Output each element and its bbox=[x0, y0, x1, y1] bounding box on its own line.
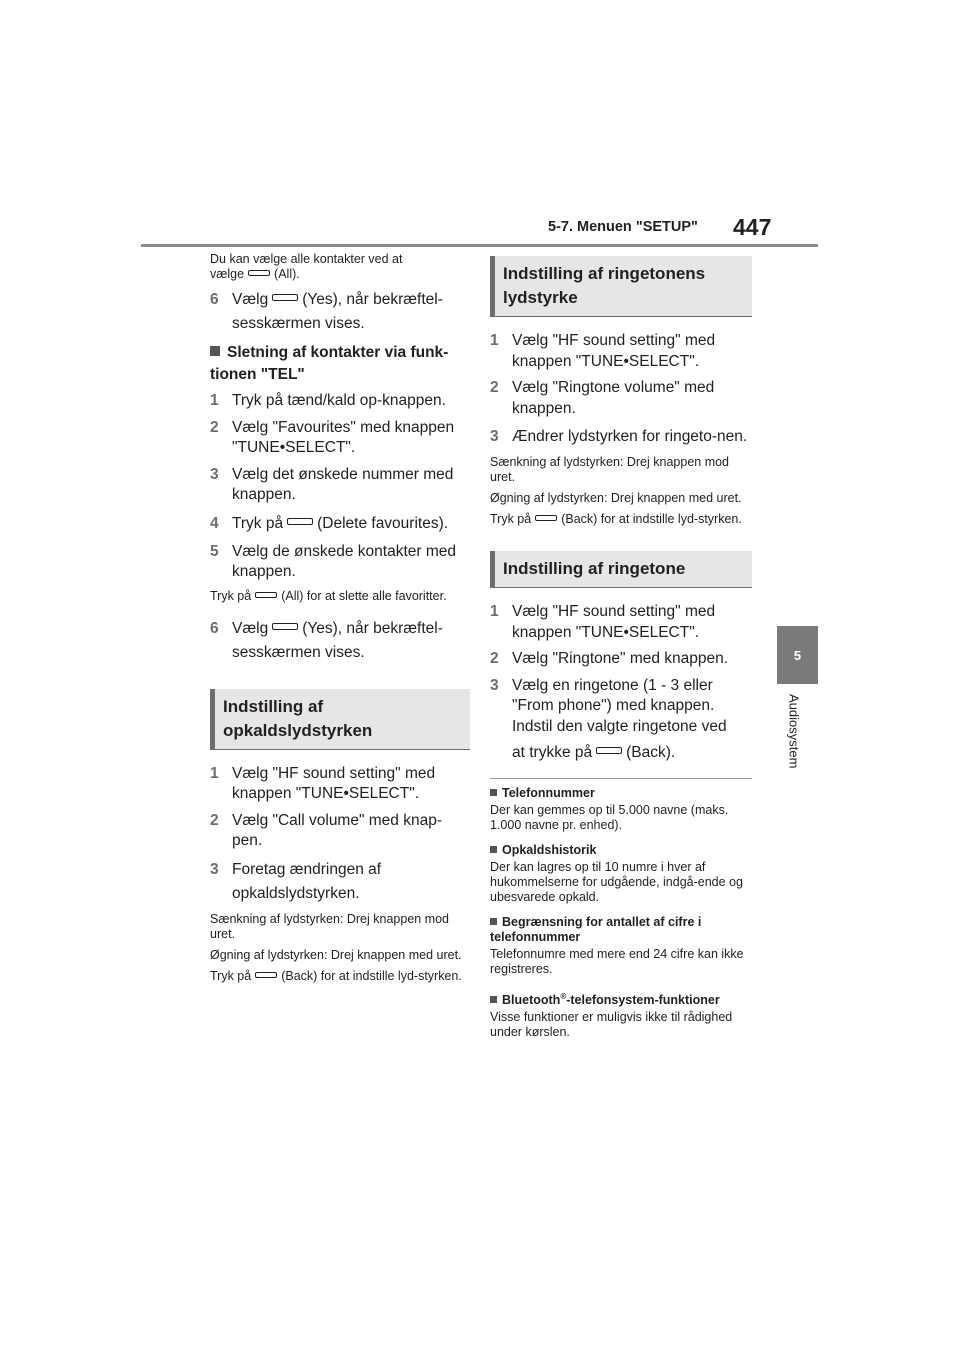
rt-step-1: 1 Vælg "HF sound setting" med knappen "TUNE•SELECT". bbox=[490, 603, 716, 641]
vol-step-1: 1 Vælg "HF sound setting" med knappen "TUNE•SELECT". bbox=[210, 764, 436, 802]
back-key-icon bbox=[596, 747, 622, 754]
note-title: Telefonnummer bbox=[490, 786, 752, 801]
note-body: Visse funktioner er muligvis ikke til rådighed under kørslen. bbox=[490, 1009, 733, 1039]
yes-key-icon bbox=[272, 294, 298, 301]
back-key-icon bbox=[535, 515, 557, 521]
rt-vol-step-1: 1 Vælg "HF sound setting" med knappen "TUNE•SELECT". bbox=[490, 332, 716, 370]
note-increase: Øgning af lydstyrken: Drej knappen med uret. bbox=[490, 491, 742, 505]
vol-step-3: 3 Foretag ændringen af opkaldslydstyrken. bbox=[210, 860, 382, 902]
note-back: Tryk på (Back) for at indstille lyd-styrken. bbox=[490, 512, 742, 526]
note-title: Opkaldshistorik bbox=[490, 843, 752, 858]
yes-key-icon bbox=[272, 623, 298, 630]
step-1: 1 Tryk på tænd/kald op-knappen. bbox=[210, 392, 446, 409]
left-column bbox=[210, 252, 470, 990]
note-delete-all: Tryk på (All) for at slette alle favoritter. bbox=[210, 588, 447, 603]
right-column bbox=[490, 252, 752, 1044]
rt-vol-step-3: 3 Ændrer lydstyrken for ringeto-nen. bbox=[490, 428, 748, 445]
subheading-delete-contacts: Sletning af kontakter via funk-tionen "TEL" bbox=[210, 344, 449, 383]
rt-vol-step-2: 2 Vælg "Ringtone volume" med knappen. bbox=[490, 379, 715, 417]
step-6-yes: 6 Vælg (Yes), når bekræftel-sesskærmen vises. bbox=[210, 291, 443, 332]
note-decrease: Sænkning af lydstyrken: Drej knappen mod uret. bbox=[210, 911, 450, 941]
vol-step-2: 2 Vælg "Call volume" med knap-pen. bbox=[210, 811, 443, 849]
all-key-icon bbox=[255, 592, 277, 598]
step-3: 3 Vælg det ønskede nummer med knappen. bbox=[210, 465, 454, 503]
chapter-number: 5 bbox=[793, 647, 802, 663]
square-bullet-icon bbox=[490, 918, 497, 925]
section-heading-call-volume: Indstilling af opkaldslydstyrken bbox=[210, 689, 470, 750]
rt-step-2: 2 Vælg "Ringtone" med knappen. bbox=[490, 650, 729, 667]
back-key-icon bbox=[255, 972, 277, 978]
header-rule bbox=[141, 244, 818, 247]
note-title: Bluetooth®-telefonsystem-funktioner bbox=[490, 989, 752, 1008]
rt-step-3: 3 Vælg en ringetone (1 - 3 eller "From phone") med knappen. Indstil den valgte ringetone ved at trykke på (Back). bbox=[490, 676, 727, 761]
note-body: Der kan lagres op til 10 numre i hver af hukommelserne for udgående, indgå-ende og ubesvarede opkald. bbox=[490, 859, 743, 904]
square-bullet-icon bbox=[490, 789, 497, 796]
header-section-title: 5-7. Menuen "SETUP" bbox=[548, 219, 698, 235]
section-heading-ringtone: Indstilling af ringetone bbox=[490, 551, 752, 588]
step-6-yes-b: 6 Vælg (Yes), når bekræftel-sesskærmen vises. bbox=[210, 619, 443, 661]
chapter-label bbox=[771, 694, 817, 794]
chapter-title: Audiosystem bbox=[786, 694, 802, 769]
notes-divider bbox=[490, 778, 752, 779]
square-bullet-icon bbox=[490, 846, 497, 853]
chapter-tab bbox=[777, 626, 818, 684]
note-title: Begrænsning for antallet af cifre i telefonnummer bbox=[490, 914, 702, 944]
note-body: Der kan gemmes op til 5.000 navne (maks. 1.000 navne pr. enhed). bbox=[490, 802, 729, 832]
note-body: Telefonnumre med mere end 24 cifre kan ikke registreres. bbox=[490, 946, 744, 976]
note-back: Tryk på (Back) for at indstille lyd-styrken. bbox=[210, 968, 462, 983]
step-5: 5 Vælg de ønskede kontakter med knappen. bbox=[210, 542, 457, 580]
page-number: 447 bbox=[733, 214, 772, 240]
note-decrease: Sænkning af lydstyrken: Drej knappen mod uret. bbox=[490, 455, 730, 484]
delete-favourites-key-icon bbox=[287, 518, 313, 525]
note-increase: Øgning af lydstyrken: Drej knappen med uret. bbox=[210, 947, 462, 962]
step-2: 2 Vælg "Favourites" med knappen "TUNE•SELECT". bbox=[210, 418, 455, 456]
step-4: 4 Tryk på (Delete favourites). bbox=[210, 514, 449, 532]
intro-text: Du kan vælge alle kontakter ved at vælge (All). bbox=[210, 252, 403, 281]
square-bullet-icon bbox=[210, 346, 220, 356]
square-bullet-icon bbox=[490, 996, 497, 1003]
all-key-icon bbox=[248, 270, 270, 276]
section-heading-ringtone-volume: Indstilling af ringetonens lydstyrke bbox=[490, 256, 752, 317]
